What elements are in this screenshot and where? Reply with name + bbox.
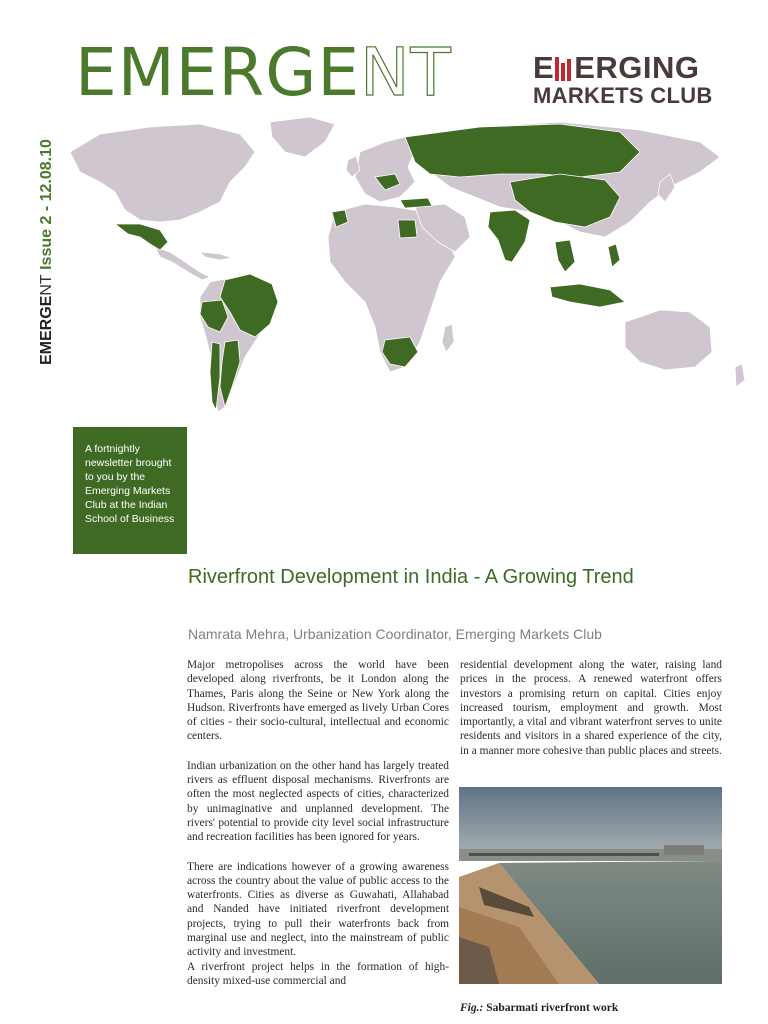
mexico-highlight: [115, 224, 168, 250]
caption-text: Sabarmati riverfront work: [483, 1002, 619, 1014]
greenland-landmass: [270, 117, 335, 157]
article-column-1: [187, 658, 449, 1003]
issue-brand-light: NT: [38, 274, 55, 296]
masthead-part-2: NT: [360, 34, 452, 111]
caption-label: Fig.:: [460, 1002, 484, 1014]
russia-highlight: [405, 124, 640, 177]
article-column-2: [460, 658, 722, 773]
southeast-asia-highlight: [555, 240, 575, 272]
indonesia-highlight: [550, 284, 625, 307]
sabarmati-riverfront-photo: [459, 787, 722, 984]
paragraph: Indian urbanization on the other hand has largely treated rivers as effluent disposal mechanisms. Riverfronts are often the most neglected aspects of cities, characterized by unimaginative and unplanned development. The rivers' potential to provide city level social infrastructure and recreation facilities has been ignored for years.: [187, 759, 449, 844]
caribbean-landmass: [200, 252, 232, 260]
turkey-highlight: [400, 198, 432, 208]
issue-label: [38, 139, 56, 365]
madagascar-landmass: [442, 324, 454, 352]
article-title: Riverfront Development in India - A Growing Trend: [188, 566, 634, 588]
issue-brand-bold: EMERGE: [38, 295, 55, 365]
logo-letter-e: E: [533, 50, 555, 85]
paragraph: Major metropolises across the world have been developed along riverfronts, be it London along the Thames, Paris along the Seine or New York along the Hudson. Riverfronts have emerged as lively Urban Cores of cities - their socio-cultural, intellectual and economic centers.: [187, 659, 449, 743]
emerging-markets-club-logo: [533, 52, 723, 108]
australia-landmass: [625, 310, 712, 370]
new-zealand-landmass: [735, 364, 745, 387]
logo-line-1-suffix: ERGING: [574, 50, 700, 85]
north-america-landmass: [70, 124, 255, 222]
masthead-title: [75, 34, 452, 111]
paragraph: A riverfront project helps in the formation of high-density mixed-use commercial and: [187, 960, 449, 987]
logo-line-2: MARKETS CLUB: [533, 83, 713, 108]
europe-landmass: [355, 137, 415, 202]
issue-text: Issue 2 - 12.08.10: [38, 139, 55, 275]
logo-bars-icon: [555, 55, 573, 81]
india-highlight: [488, 210, 530, 262]
paragraph: There are indications however of a growing awareness across the country about the value of public access to the waterfronts. Cities as diverse as Guwahati, Allahabad and Nanded have initiated riverfront development projects, trying to pull their waterfronts back from marginal use and neglect, into the mainstream of public activity and investment.: [187, 860, 449, 959]
article-byline: Namrata Mehra, Urbanization Coordinator, Emerging Markets Club: [188, 626, 602, 642]
masthead-part-1: EMERGE: [75, 34, 361, 111]
philippines-highlight: [608, 244, 620, 267]
world-map: [60, 112, 765, 417]
logo-line-1: [533, 52, 723, 84]
paragraph: residential development along the water, raising land prices in the process. A renewed waterfront offers investors a promising return on capital. Cities enjoy increased tourism, employment and growth. Most importantly, a vital and vibrant waterfront serves to unite residents and visitors in a shared experience of the city, in a manner more cohesive than public places and streets.: [460, 659, 722, 757]
newsletter-blurb: A fortnightly newsletter brought to you by the Emerging Markets Club at the Indian School of Business: [73, 427, 187, 554]
egypt-highlight: [398, 220, 417, 238]
photo-caption: [460, 1002, 618, 1014]
